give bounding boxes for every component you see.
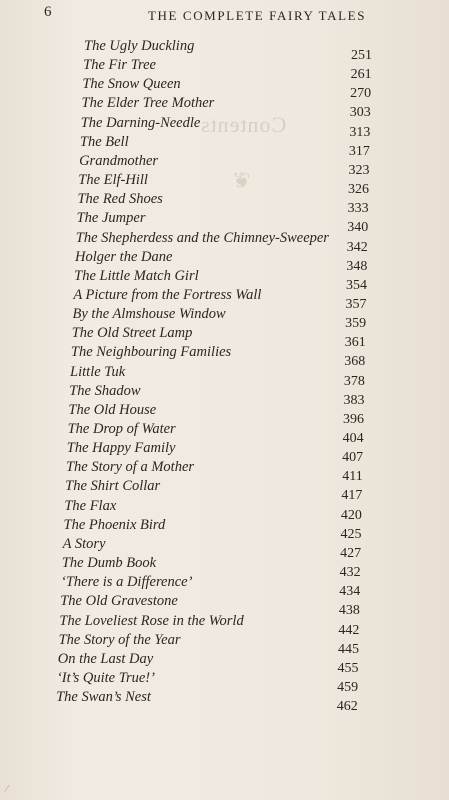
toc-entry-title: Grandmother bbox=[79, 152, 159, 169]
toc-entry-title: The Little Match Girl bbox=[74, 267, 199, 284]
toc-entry-page: 455 bbox=[337, 660, 359, 676]
toc-entry-page: 340 bbox=[347, 220, 369, 236]
toc-entry-title: The Darning-Needle bbox=[80, 114, 201, 131]
toc-entry-title: The Story of a Mother bbox=[65, 459, 195, 476]
toc-entry-page: 342 bbox=[346, 239, 368, 255]
toc-entry-title: The Loveliest Rose in the World bbox=[59, 612, 244, 629]
toc-entry-page: 270 bbox=[350, 86, 372, 102]
toc-entry-title: The Old Street Lamp bbox=[71, 325, 193, 342]
toc-entry-page: 396 bbox=[343, 411, 365, 427]
toc-entry-page: 354 bbox=[345, 277, 367, 293]
toc-entry-page: 317 bbox=[348, 143, 370, 159]
toc-entry-page: 438 bbox=[338, 603, 360, 619]
toc-entry-page: 420 bbox=[340, 507, 362, 523]
toc-entry-title: The Old Gravestone bbox=[60, 593, 178, 610]
toc-entry-title: The Old House bbox=[68, 401, 157, 418]
toc-entry-title: ‘There is a Difference’ bbox=[61, 574, 193, 591]
toc-entry-page: 333 bbox=[347, 201, 369, 217]
toc-entry-page: 357 bbox=[345, 296, 367, 312]
toc-entry-title: The Red Shoes bbox=[77, 191, 163, 208]
toc-entry-title: The Neighbouring Families bbox=[70, 344, 232, 361]
toc-entry-title: The Ugly Duckling bbox=[84, 38, 195, 54]
toc-entry-title: The Swan’s Nest bbox=[56, 689, 151, 706]
toc-entry-title: On the Last Day bbox=[57, 650, 154, 667]
toc-entry-page: 261 bbox=[350, 67, 372, 83]
corner-mark: ⁄ bbox=[6, 784, 8, 795]
toc-entry-title: The Elder Tree Mother bbox=[81, 95, 215, 112]
toc-entry-page: 417 bbox=[341, 488, 363, 504]
toc-entry-title: Little Tuk bbox=[70, 363, 126, 380]
toc-entry-title: The Phoenix Bird bbox=[63, 516, 166, 533]
toc-entry-page: 459 bbox=[337, 679, 359, 695]
toc-entry-title: The Drop of Water bbox=[67, 421, 176, 437]
toc-entry-title: The Dumb Book bbox=[61, 555, 157, 572]
toc-entry-title: By the Almshouse Window bbox=[72, 306, 226, 323]
toc-entry-title: The Fir Tree bbox=[83, 57, 156, 74]
toc-entry-page: 378 bbox=[343, 373, 365, 389]
toc-entry-page: 407 bbox=[342, 450, 364, 466]
toc-entry-page: 359 bbox=[345, 316, 367, 332]
toc-entry-page: 361 bbox=[344, 335, 366, 351]
toc-entry-title: The Shepherdess and the Chimney-Sweeper bbox=[75, 229, 329, 246]
toc-entry-title: The Shadow bbox=[69, 382, 141, 399]
toc-entry-title: The Shirt Collar bbox=[65, 478, 161, 495]
toc-entry-title: The Bell bbox=[79, 133, 129, 150]
toc-entry-title: The Happy Family bbox=[66, 440, 176, 457]
toc-entry-page: 368 bbox=[344, 354, 366, 370]
toc-entry-page: 313 bbox=[349, 124, 371, 140]
toc-entry-page: 251 bbox=[351, 48, 372, 63]
toc-entry-page: 411 bbox=[342, 469, 363, 485]
toc-entry-page: 303 bbox=[349, 105, 371, 121]
page-number: 6 bbox=[44, 4, 52, 20]
toc-entry-page: 348 bbox=[346, 258, 368, 274]
toc-entry-page: 442 bbox=[338, 622, 360, 638]
toc-entry-page: 323 bbox=[348, 162, 370, 178]
fleuron-icon: ❦ bbox=[232, 168, 251, 193]
toc-entry-page: 462 bbox=[336, 699, 358, 715]
toc-entry-title: ‘It’s Quite True!’ bbox=[56, 669, 155, 686]
toc-entry-title: The Snow Queen bbox=[82, 76, 181, 93]
show-through-heading: Contents bbox=[200, 112, 287, 137]
toc-entry-title: A Story bbox=[62, 535, 106, 552]
toc-entry-title: The Flax bbox=[64, 497, 117, 514]
toc-entry-page: 383 bbox=[343, 392, 365, 408]
toc-entry-page: 404 bbox=[342, 431, 364, 446]
toc-entry-title: The Story of the Year bbox=[58, 631, 181, 648]
toc-entry-page: 425 bbox=[340, 526, 362, 542]
toc-entry-title: The Jumper bbox=[76, 210, 146, 227]
toc-entry-page: 326 bbox=[348, 182, 370, 198]
toc-entry-page: 432 bbox=[339, 565, 361, 581]
toc-entry-page: 445 bbox=[337, 641, 359, 657]
toc-entry-title: A Picture from the Fortress Wall bbox=[73, 286, 262, 303]
toc-entry-title: Holger the Dane bbox=[74, 248, 173, 265]
toc-entry-page: 427 bbox=[340, 545, 362, 561]
toc-entry-title: The Elf-Hill bbox=[78, 172, 148, 189]
running-head: THE COMPLETE FAIRY TALES bbox=[148, 8, 367, 23]
toc-entry-page: 434 bbox=[339, 584, 361, 600]
